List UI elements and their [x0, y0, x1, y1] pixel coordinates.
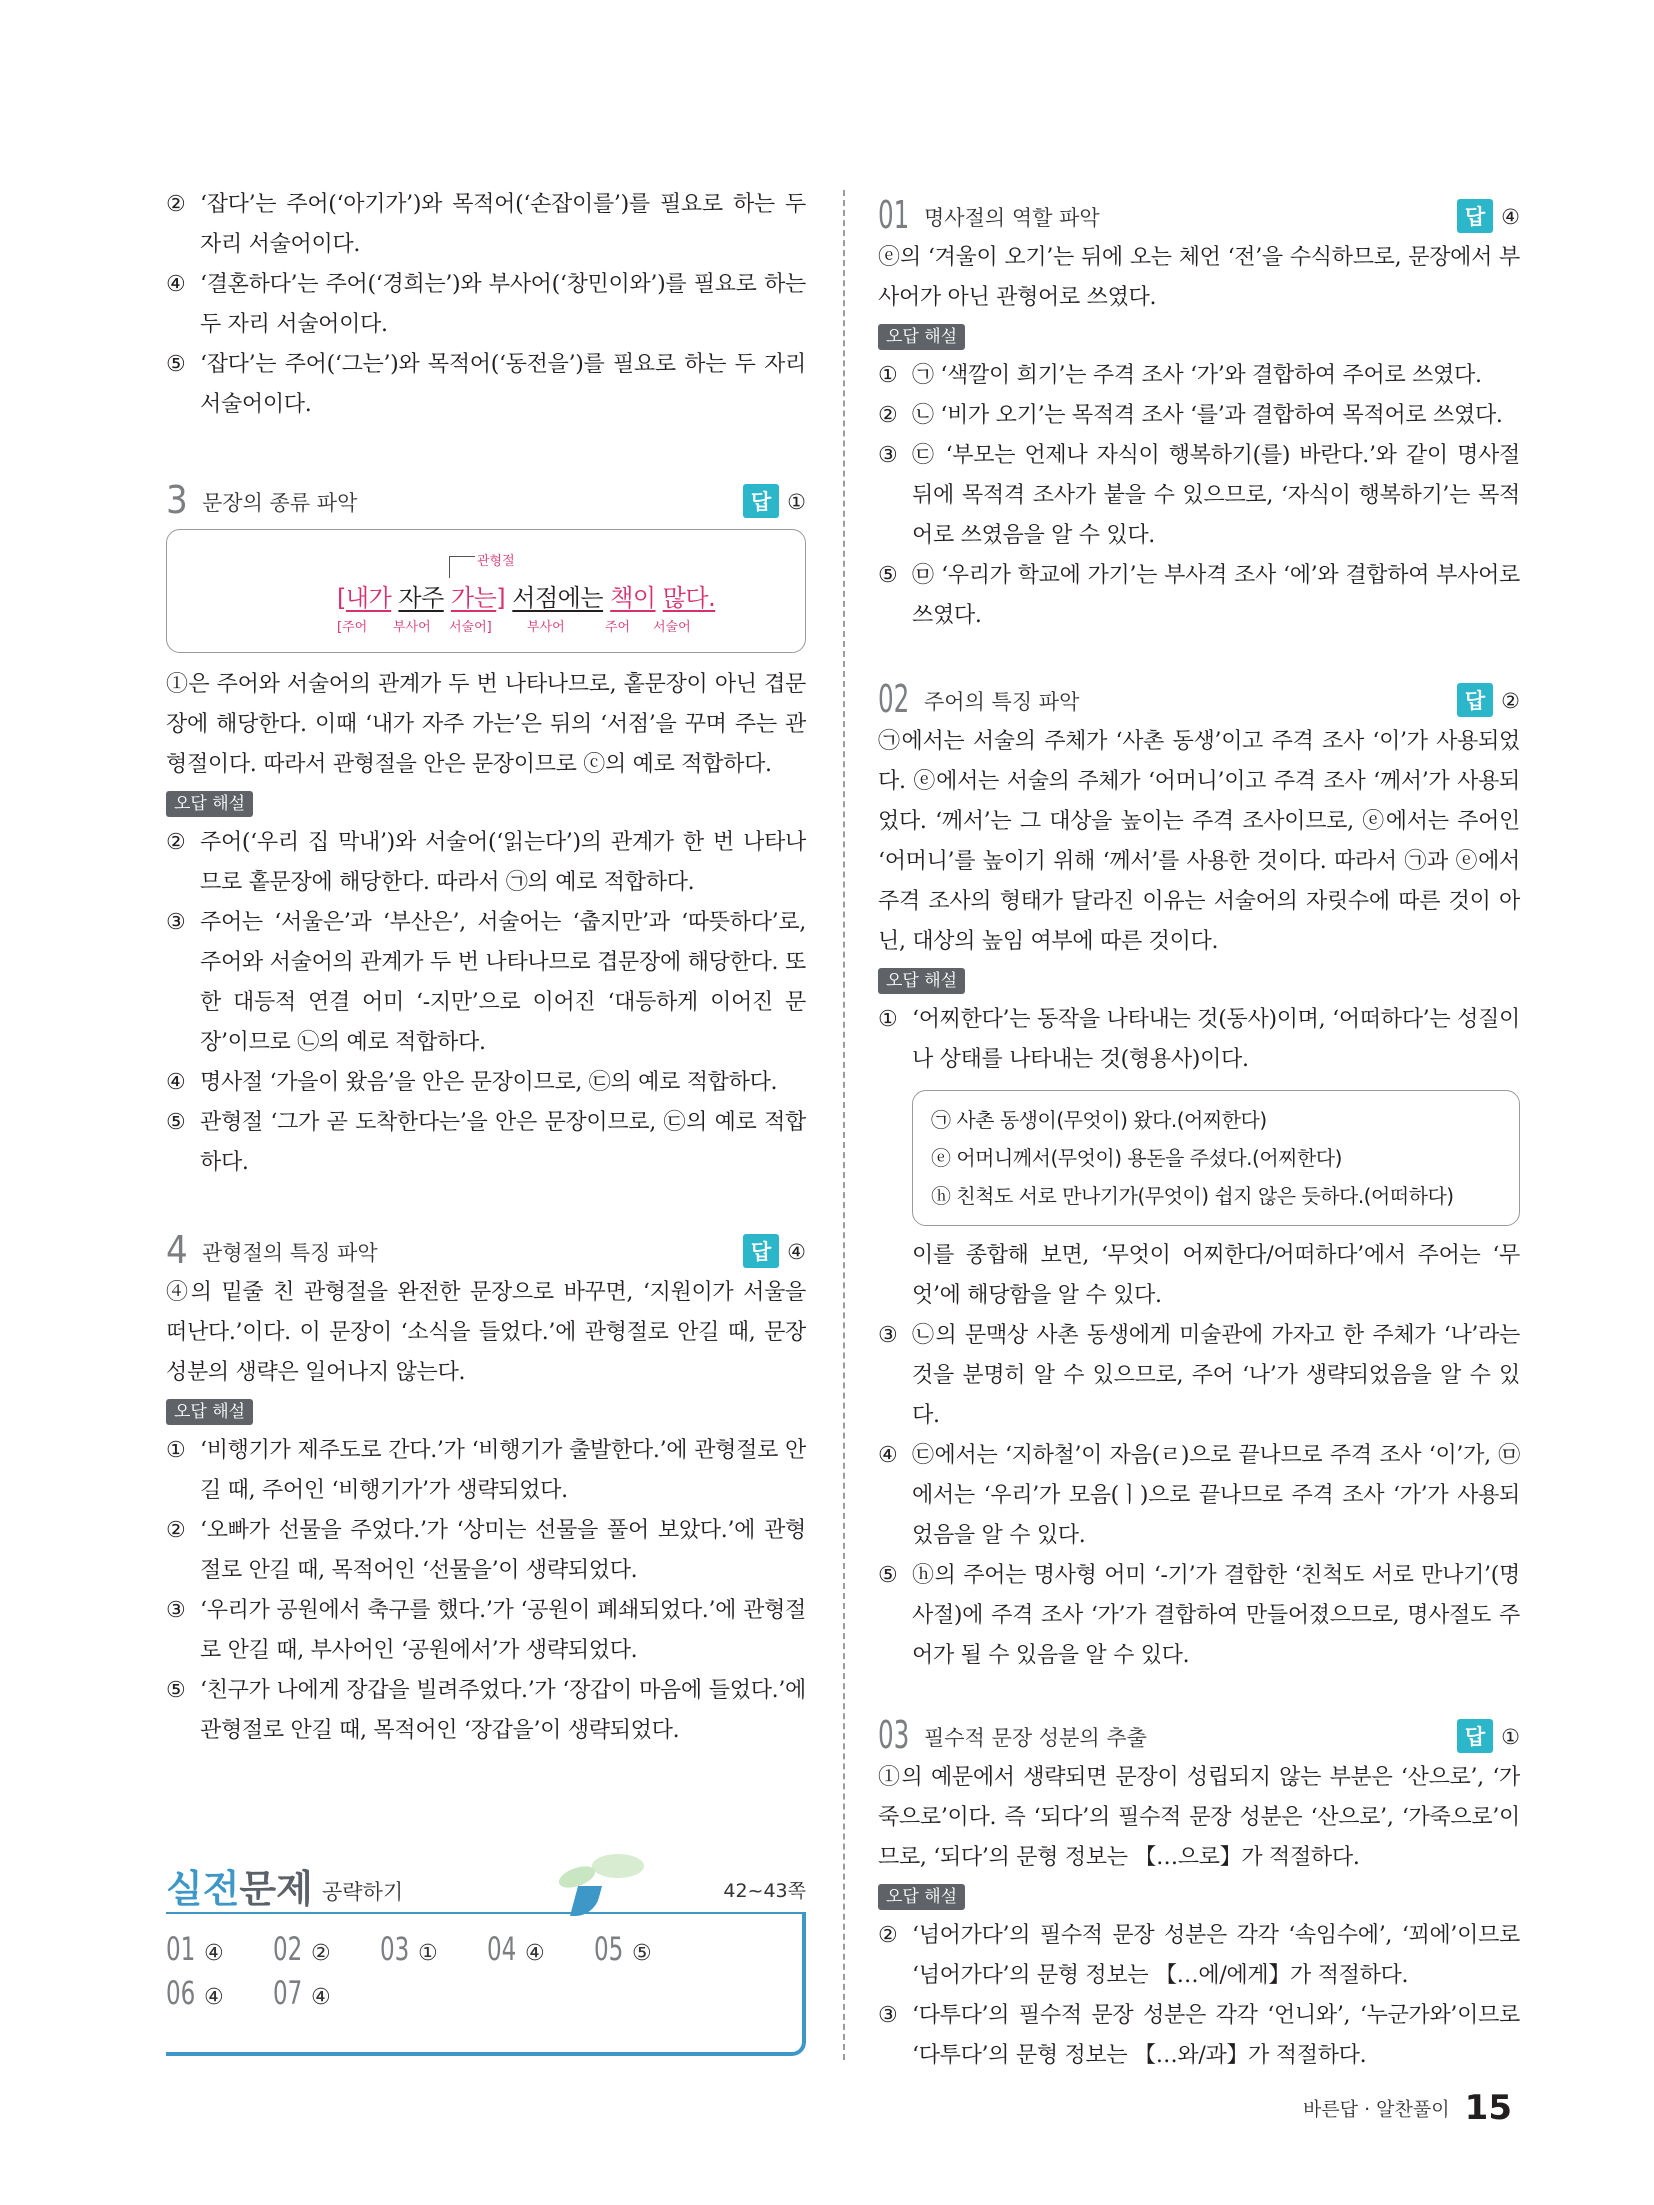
example-line: ㉠ 사촌 동생이(무엇이) 왔다.(어찌한다): [931, 1108, 1267, 1132]
practice-subtitle: 공략하기: [322, 1880, 404, 1904]
list-item: ③ 주어는 ‘서울은’과 ‘부산은’, 서술어는 ‘춥지만’과 ‘따뜻하다’로, 주어와 서술어의 관계가 두 번 나타나므로 겹문장에 해당한다. 또한 대등적 연결 어미 ‘-지만’으로 이어진 ‘대등하게 이어진 문장’이므로 ㉡의 예로 적합하다.: [166, 910, 806, 1055]
answer-label: 답 ①: [1457, 1719, 1520, 1753]
list-item: ④ ㉢에서는 ‘지하철’이 자음(ㄹ)으로 끝나므로 주격 조사 ‘이’가, ㉤에서는 ‘우리’가 모음(ㅣ)으로 끝나므로 주격 조사 ‘가’가 사용되었음을 알 수 있다.: [878, 1443, 1520, 1548]
example-sentence: [내가 자주 가는] 서점에는 책이 많다.: [337, 584, 716, 612]
answer-item: 02 ②: [273, 1930, 331, 1968]
list-item: ⑤ ㉤ ‘우리가 학교에 가기’는 부사격 조사 ‘에’와 결합하여 부사어로 쓰였다.: [878, 563, 1520, 628]
list-item: ④ ‘결혼하다’는 주어(‘경희는’)와 부사어(‘창민이와’)를 필요로 하는 두 자리 서술어이다.: [166, 272, 806, 337]
section-01-header: [878, 192, 1520, 238]
list-item: ③ ‘다투다’의 필수적 문장 성분은 각각 ‘언니와’, ‘누군가와’이므로 ‘다투다’의 문형 정보는 【…와/과】가 적절하다.: [878, 2003, 1520, 2068]
section-number: 03: [878, 1713, 910, 1757]
column-divider: [843, 190, 845, 2060]
list-item: ② ‘넘어가다’의 필수적 문장 성분은 각각 ‘속임수에’, ‘꾀에’이므로 ‘넘어가다’의 문형 정보는 【…에/에게】가 적절하다.: [878, 1923, 1520, 1988]
list-item: ③ ‘우리가 공원에서 축구를 했다.’가 ‘공원이 폐쇄되었다.’에 관형절로 안길 때, 부사어인 ‘공원에서’가 생략되었다.: [166, 1598, 806, 1663]
intro-items: [166, 185, 806, 425]
practice-answers-panel: [166, 1850, 806, 2065]
answer-item: 03 ①: [380, 1930, 438, 1968]
list-item: ① ‘비행기가 제주도로 간다.’가 ‘비행기가 출발한다.’에 관형절로 안길 때, 주어인 ‘비행기가’가 생략되었다.: [166, 1438, 806, 1503]
list-item: ② 주어(‘우리 집 막내’)와 서술어(‘읽는다’)의 관계가 한 번 나타나므로 홑문장에 해당한다. 따라서 ㉠의 예로 적합하다.: [166, 830, 806, 895]
wrong-answer-label: 오답 해설: [878, 324, 965, 350]
wrong-answer-label: 오답 해설: [878, 968, 965, 994]
right-column: [878, 192, 1520, 2076]
practice-answers: [166, 1930, 776, 2018]
section-title: 필수적 문장 성분의 추출: [924, 1726, 1147, 1750]
section-number: 02: [878, 677, 910, 721]
list-item: ③ ㉡의 문맥상 사촌 동생에게 미술관에 가자고 한 주체가 ‘나’라는 것을 분명히 알 수 있으므로, 주어 ‘나’가 생략되었음을 알 수 있다.: [878, 1323, 1520, 1428]
page-footer: [1303, 2088, 1512, 2128]
answer-item: 07 ④: [273, 1974, 331, 2012]
answer-item: 06 ④: [166, 1974, 224, 2012]
list-item: ⑤ ‘친구가 나에게 장갑을 빌려주었다.’가 ‘장갑이 마음에 들었다.’에 관형절로 안길 때, 목적어인 ‘장갑을’이 생략되었다.: [166, 1678, 806, 1743]
answer-item: 01 ④: [166, 1930, 224, 1968]
section-title: 명사절의 역할 파악: [924, 206, 1100, 230]
section-body: ①의 예문에서 생략되면 문장이 성립되지 않는 부분은 ‘산으로’, ‘가죽으로’이다. 즉 ‘되다’의 필수적 문장 성분은 ‘산으로’, ‘가죽으로’이므로, ‘되다’의 문형 정보는 【…으로】가 적절하다.: [878, 1765, 1520, 1870]
section-body: ④의 밑줄 친 관형절을 완전한 문장으로 바꾸면, ‘지원이가 서울을 떠난다.’이다. 이 문장이 ‘소식을 들었다.’에 관형절로 안길 때, 문장 성분의 생략은 일어나지 않는다.: [166, 1280, 806, 1385]
example-box: [912, 1090, 1520, 1226]
example-line: ⓔ 어머니께서(무엇이) 용돈을 주셨다.(어찌한다): [931, 1146, 1342, 1170]
relative-clause-label: 관형절: [477, 554, 515, 569]
practice-title: 실전문제: [166, 1867, 313, 1911]
list-item: ② ㉡ ‘비가 오기’는 목적격 조사 ‘를’과 결합하여 목적어로 쓰였다.: [878, 403, 1503, 428]
answer-label: 답 ①: [743, 484, 806, 518]
page-number: 15: [1464, 2088, 1512, 2128]
section-3-header: [166, 477, 806, 523]
section-number: 3: [166, 478, 188, 522]
answer-label: 답 ②: [1457, 683, 1520, 717]
sentence-structure-box: [166, 529, 806, 653]
answer-label: 답 ④: [743, 1234, 806, 1268]
answer-item: 04 ④: [487, 1930, 545, 1968]
section-body: ⓔ의 ‘겨울이 오기’는 뒤에 오는 체언 ‘전’을 수식하므로, 문장에서 부사어가 아닌 관형어로 쓰였다.: [878, 245, 1520, 310]
list-item: ① ‘어찌한다’는 동작을 나타내는 것(동사)이며, ‘어떠하다’는 성질이나 상태를 나타내는 것(형용사)이다.: [878, 1007, 1520, 1072]
list-item: ⑤ ‘잡다’는 주어(‘그는’)와 목적어(‘동전을’)를 필요로 하는 두 자리 서술어이다.: [166, 352, 806, 417]
list-item: ② ‘오빠가 선물을 주었다.’가 ‘상미는 선물을 풀어 보았다.’에 관형절로 안길 때, 목적어인 ‘선물을’이 생략되었다.: [166, 1518, 806, 1583]
section-body: 이를 종합해 보면, ‘무엇이 어찌한다/어떠하다’에서 주어는 ‘무엇’에 해당함을 알 수 있다.: [912, 1243, 1520, 1308]
section-4-header: [166, 1227, 806, 1273]
wrong-answer-label: 오답 해설: [166, 1399, 253, 1425]
section-number: 4: [166, 1228, 188, 1272]
sentence-tree: 관형절 [내가 자주 가는] 서점에는 책이 많다. [주어 부사어 서술어] 부사어 주어 서술어: [187, 542, 785, 640]
section-body: ㉠에서는 서술의 주체가 ‘사촌 동생’이고 주격 조사 ‘이’가 사용되었다. ⓔ에서는 서술의 주체가 ‘어머니’이고 주격 조사 ‘께서’가 사용되었다. ‘께서’는 그 대상을 높이는 주격 조사이므로, ⓔ에서는 주어인 ‘어머니’를 높이기 위해 ‘께서’를 사용한 것이다. 따라서 ㉠과 ⓔ에서 주격 조사의 형태가 달라진 이유는 서술어의 자릿수에 따른 것이 아닌, 대상의 높임 여부에 따른 것이다.: [878, 729, 1520, 954]
leaf-decoration: [592, 1854, 644, 1878]
example-line: ⓗ 친척도 서로 만나기가(무엇이) 쉽지 않은 듯하다.(어떠하다): [931, 1184, 1454, 1208]
list-item: ⑤ ⓗ의 주어는 명사형 어미 ‘-기’가 결합한 ‘친척도 서로 만나기’(명사절)에 주격 조사 ‘가’가 결합하여 만들어졌으므로, 명사절도 주어가 될 수 있음을 알 수 있다.: [878, 1563, 1520, 1668]
list-item: ④ 명사절 ‘가을이 왔음’을 안은 문장이므로, ㉢의 예로 적합하다.: [166, 1070, 778, 1095]
list-item: ① ㉠ ‘색깔이 희기’는 주격 조사 ‘가’와 결합하여 주어로 쓰였다.: [878, 363, 1482, 388]
answer-label: 답 ④: [1457, 199, 1520, 233]
section-title: 문장의 종류 파악: [202, 491, 358, 515]
section-title: 관형절의 특징 파악: [202, 1241, 378, 1265]
wrong-answer-label: 오답 해설: [878, 1884, 965, 1910]
section-03-header: [878, 1712, 1520, 1758]
list-item: ③ ㉢ ‘부모는 언제나 자식이 행복하기(를) 바란다.’와 같이 명사절 뒤에 목적격 조사가 붙을 수 있으므로, ‘자식이 행복하기’는 목적어로 쓰였음을 알 수 있다.: [878, 443, 1520, 548]
section-body: ①은 주어와 서술어의 관계가 두 번 나타나므로, 홑문장이 아닌 겹문장에 해당한다. 이때 ‘내가 자주 가는’은 뒤의 ‘서점’을 꾸며 주는 관형절이다. 따라서 관형절을 안은 문장이므로 ⓒ의 예로 적합하다.: [166, 672, 806, 777]
answer-item: 05 ⑤: [594, 1930, 652, 1968]
practice-pages: 42~43쪽: [723, 1880, 806, 1902]
section-title: 주어의 특징 파악: [924, 690, 1080, 714]
footer-book-title: 바른답 · 알찬풀이: [1302, 2098, 1450, 2121]
section-number: 01: [878, 193, 910, 237]
left-column: [166, 185, 806, 1751]
list-item: ⑤ 관형절 ‘그가 곧 도착한다는’을 안은 문장이므로, ㉢의 예로 적합하다.: [166, 1110, 806, 1175]
list-item: ② ‘잡다’는 주어(‘아기가’)와 목적어(‘손잡이를’)를 필요로 하는 두 자리 서술어이다.: [166, 192, 806, 257]
wrong-answer-label: 오답 해설: [166, 791, 253, 817]
section-02-header: [878, 676, 1520, 722]
